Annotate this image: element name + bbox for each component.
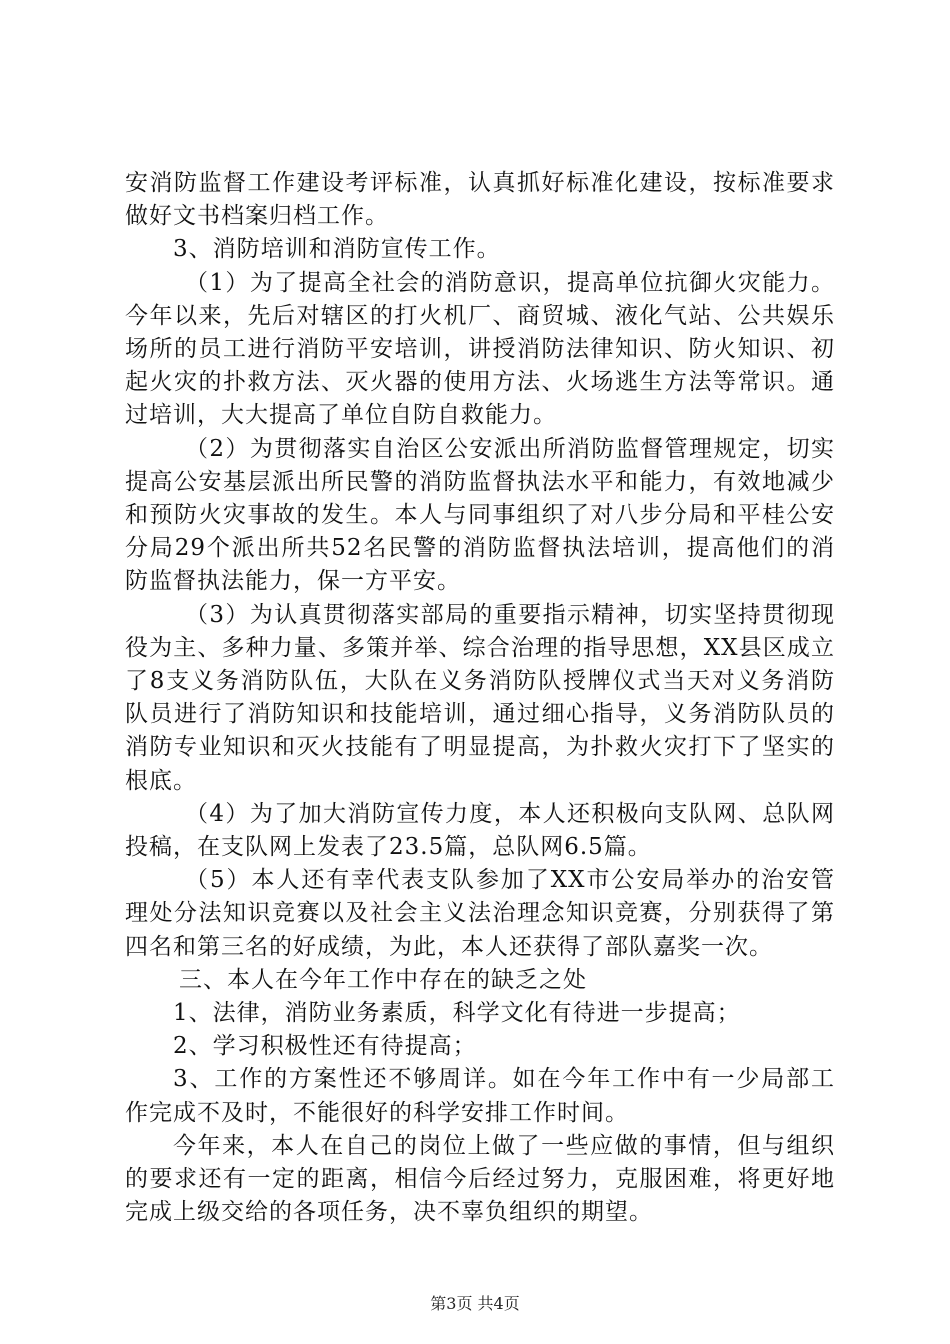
section-heading-shortcomings: 三、本人在今年工作中存在的缺乏之处 bbox=[179, 966, 587, 993]
paragraph-conclusion: 今年来，本人在自己的岗位上做了一些应做的事情，但与组织的要求还有一定的距离，相信今后经过努力，克服困难，将更好地完成上级交给的各项任务，决不辜负组织的期望。 bbox=[125, 1132, 835, 1226]
list-item-shortcoming-1: 1、法律，消防业务素质，科学文化有待进一步提高； bbox=[173, 1000, 741, 1027]
paragraph-item-3: （3）为认真贯彻落实部局的重要指示精神，切实坚持贯彻现役为主、多种力量、多策并举、综合治理的指导思想，XX县区成立了8支义务消防队伍，大队在义务消防队授牌仪式当天对义务消防队员进行了消防知识和技能培训，通过细心指导，义务消防队员的消防专业知识和灭火技能有了明显提高，为扑救火灾打下了坚实的根底。 bbox=[125, 601, 835, 794]
paragraph-item-5: （5）本人还有幸代表支队参加了XX市公安局举办的治安管理处分法知识竞赛以及社会主义法治理念知识竞赛，分别获得了第四名和第三名的好成绩，为此，本人还获得了部队嘉奖一次。 bbox=[125, 867, 835, 960]
paragraph-item-4: （4）为了加大消防宣传力度，本人还积极向支队网、总队网投稿，在支队网上发表了23.5篇，总队网6.5篇。 bbox=[125, 800, 835, 861]
list-item-shortcoming-2: 2、学习积极性还有待提高； bbox=[173, 1033, 477, 1060]
page-number-footer: 第3页 共4页 bbox=[430, 1294, 520, 1313]
list-item-shortcoming-3: 3、工作的方案性还不够周详。如在今年工作中有一少局部工作完成不及时，不能很好的科学安排工作时间。 bbox=[125, 1066, 835, 1126]
paragraph-item-2: （2）为贯彻落实自治区公安派出所消防监督管理规定，切实提高公安基层派出所民警的消防监督执法水平和能力，有效地减少和预防火灾事故的发生。本人与同事组织了对八步分局和平桂公安分局29个派出所共52名民警的消防监督执法培训，提高他们的消防监督执法能力，保一方平安。 bbox=[125, 435, 835, 595]
section-heading-training-publicity: 3、消防培训和消防宣传工作。 bbox=[173, 236, 501, 263]
document-body bbox=[125, 167, 835, 1230]
paragraph-standards-continuation: 安消防监督工作建设考评标准，认真抓好标准化建设，按标准要求做好文书档案归档工作。 bbox=[125, 170, 835, 230]
paragraph-item-1: （1）为了提高全社会的消防意识，提高单位抗御火灾能力。今年以来，先后对辖区的打火机厂、商贸城、液化气站、公共娱乐场所的员工进行消防平安培训，讲授消防法律知识、防火知识、初起火灾的扑救方法、灭火器的使用方法、火场逃生方法等常识。通过培训，大大提高了单位自防自救能力。 bbox=[125, 269, 835, 429]
